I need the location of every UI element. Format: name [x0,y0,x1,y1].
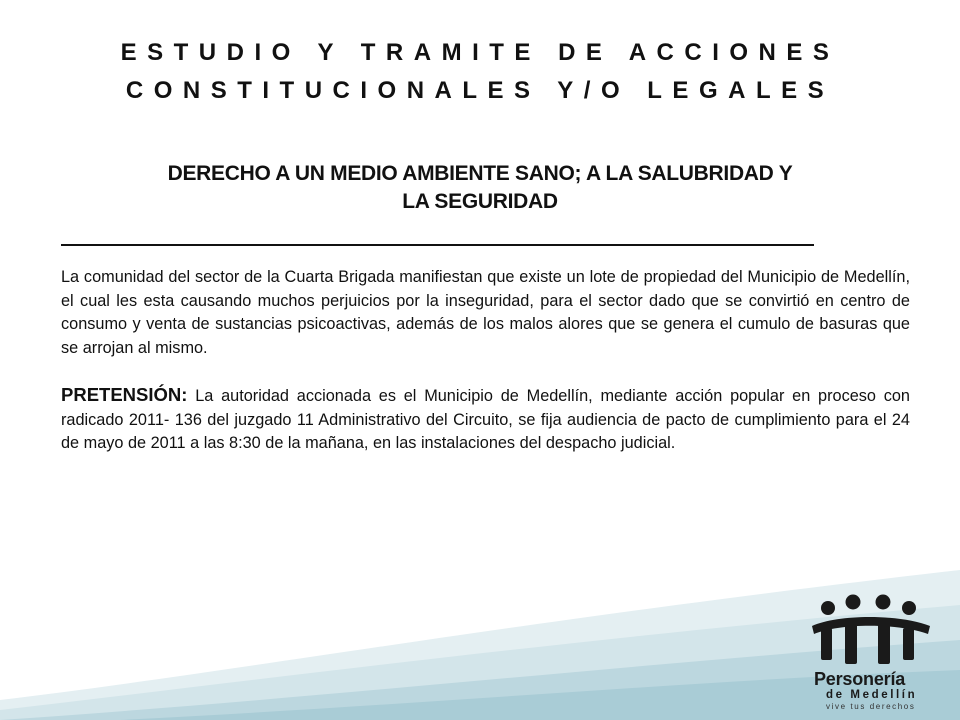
subtitle-line-1: DERECHO A UN MEDIO AMBIENTE SANO; A LA SALUBRIDAD Y [167,162,793,185]
horizontal-divider [61,244,814,246]
people-group-icon [808,590,946,670]
pretension-label: PRETENSIÓN: [61,384,188,405]
section-subtitle [60,160,900,216]
subtitle-line-2: LA SEGURIDAD [402,190,558,213]
logo-city: de Medellín [826,689,918,701]
main-title [0,34,960,110]
case-description-paragraph: La comunidad del sector de la Cuarta Brigada manifiestan que existe un lote de propiedad del Municipio de Medellín, el cual les esta causando muchos perjuicios por la inseguridad, para el sector dado que se convirtió en centro de consumo y venta de sustancias psicoactivas, además de los malos alores que se genera el cumulo de basuras que se arrojan al mismo. [61,268,910,357]
pretension-paragraph [61,383,910,456]
pretension-text: La autoridad accionada es el Municipio de Medellín, mediante acción popular en proceso con radicado 2011- 136 del juzgado 11 Administrativo del Circuito, se fija audiencia de pacto de cumplimiento para el 24 de mayo de 2011 a las 8:30 de la mañana, en las instalaciones del despacho judicial. [61,387,910,452]
logo-name: Personería [814,669,906,689]
main-title-line-1: ESTUDIO Y TRAMITE DE ACCIONES [120,39,840,66]
logo-tagline: vive tus derechos [826,702,916,711]
main-title-line-2: CONSTITUCIONALES Y/O LEGALES [125,77,835,104]
body-text [61,266,910,456]
personeria-logo [808,590,946,716]
